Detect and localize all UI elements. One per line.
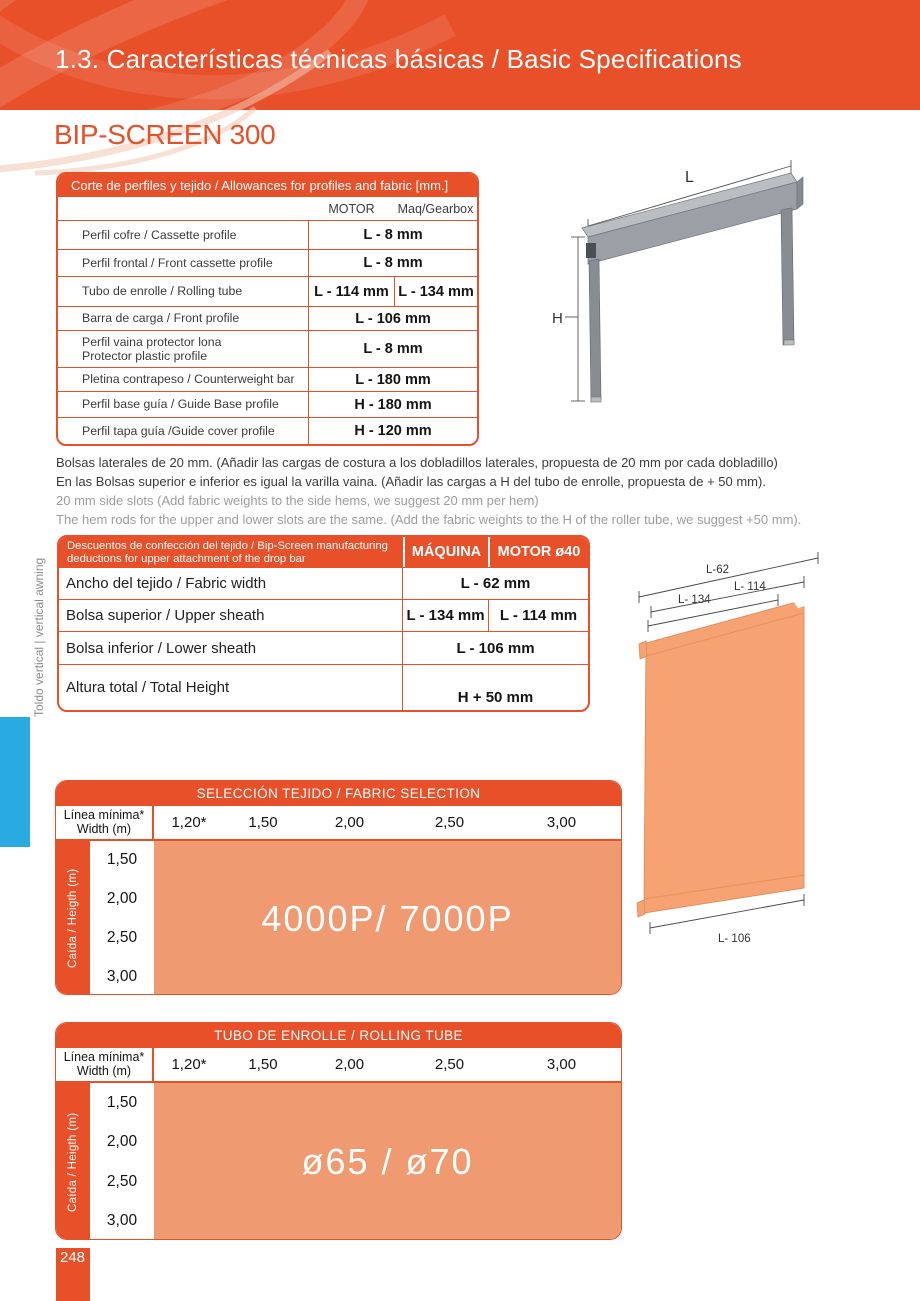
selection-value-area (154, 841, 621, 995)
fabric-dim-l106: L- 106 (718, 933, 751, 945)
table-row: Bolsa superior / Upper sheath L - 134 mm L - 114 mm (59, 599, 588, 631)
selection-value: 4000P/ 7000P (261, 897, 514, 939)
fabric-diagram (618, 548, 920, 950)
table-column-headers: Línea mínima* Width (m) 1,20* 1,50 2,00 2,50 3,00 (56, 806, 621, 841)
column-header-motor: MOTOR (328, 201, 375, 216)
notes-block (56, 453, 801, 529)
table-row: Perfil frontal / Front cassette profile L - 8 mm (58, 249, 477, 276)
selection-value-area (154, 1083, 621, 1240)
table-row: Barra de carga / Front profile L - 106 mm (58, 306, 477, 330)
header-band-decoration (0, 0, 920, 180)
page-number: 248 (56, 1248, 90, 1301)
table-row: Perfil tapa guía /Guide cover profile H - 120 mm (58, 417, 477, 444)
sidebar-vertical-label: Toldo vertical | vertical awning (32, 557, 46, 717)
column-header-gearbox: Maq/Gearbox (397, 201, 474, 216)
width-header: Línea mínima* Width (m) (56, 806, 154, 839)
selection-value: ø65 / ø70 (301, 1141, 474, 1182)
deductions-table (57, 535, 590, 712)
height-values: 1,50 2,00 2,50 3,00 (106, 1093, 138, 1230)
sidebar-blue-marker (0, 717, 30, 847)
height-axis-strip: Caída / Heigth (m) (56, 841, 90, 995)
table-column-headers: Línea mínima* Width (m) 1,20* 1,50 2,00 2,50 3,00 (56, 1048, 621, 1083)
frame-diagram (545, 160, 920, 450)
frame-dim-h: H (552, 310, 563, 327)
note-line: Bolsas laterales de 20 mm. (Añadir las cargas de costura a los dobladillos laterales, propuesta de 20 mm por cada dobladillo) (56, 455, 778, 470)
table-title: TUBO DE ENROLLE / ROLLING TUBE (56, 1023, 621, 1048)
height-values: 1,50 2,00 2,50 3,00 (106, 851, 138, 985)
table-row: Perfil cofre / Cassette profile L - 8 mm (58, 220, 477, 249)
table-row: Perfil base guía / Guide Base profile H - 180 mm (58, 391, 477, 417)
note-line: 20 mm side slots (Add fabric weights to the side hems, we suggest 20 mm per hem) (56, 493, 539, 508)
table-title: Corte de perfiles y tejido / Allowances for profiles and fabric [mm.] (58, 174, 477, 197)
note-line: En las Bolsas superior e inferior es igual la varilla vaina. (Añadir las cargas a H del tubo de enrolle, propuesta de + 50 mm). (56, 474, 766, 489)
table-row: Bolsa inferior / Lower sheath L - 106 mm (59, 631, 588, 664)
fabric-dim-l114: L- 114 (734, 581, 766, 593)
page-title: 1.3. Características técnicas básicas / Basic Specifications (55, 44, 742, 74)
height-axis-strip: Caída / Heigth (m) (56, 1083, 90, 1240)
column-header-maquina: MÁQUINA (403, 537, 488, 567)
frame-dim-l: L (685, 169, 694, 186)
column-header-motor40: MOTOR ø40 (488, 537, 588, 567)
table-row: Altura total / Total Height H + 50 mm (59, 664, 588, 710)
width-header: Línea mínima* Width (m) (56, 1048, 154, 1081)
table-row: Tubo de enrolle / Rolling tube L - 114 mm L - 134 mm (58, 276, 477, 306)
product-title: BIP-SCREEN 300 (54, 119, 276, 150)
note-line: The hem rods for the upper and lower slots are the same. (Add the fabric weights to the H of the roller tube, we suggest +50 mm). (56, 512, 802, 527)
table-header: Descuentos de confección del tejido / Bip-Screen manufacturing deductions for upper attachment of the drop bar MÁQUINA MOTOR ø40 (59, 537, 588, 567)
table-row: Ancho del tejido / Fabric width L - 62 mm (59, 567, 588, 599)
rolling-tube-table (55, 1022, 622, 1240)
fabric-selection-table (55, 780, 622, 995)
table-column-headers (58, 197, 477, 220)
table-row: Perfil vaina protector lona Protector plastic profile L - 8 mm (58, 330, 477, 367)
fabric-dim-l134: L- 134 (678, 594, 711, 606)
table-row: Pletina contrapeso / Counterweight bar L - 180 mm (58, 367, 477, 391)
allowances-table (56, 172, 479, 446)
fabric-dim-l62: L-62 (706, 564, 730, 576)
table-title: SELECCIÓN TEJIDO / FABRIC SELECTION (56, 781, 621, 806)
